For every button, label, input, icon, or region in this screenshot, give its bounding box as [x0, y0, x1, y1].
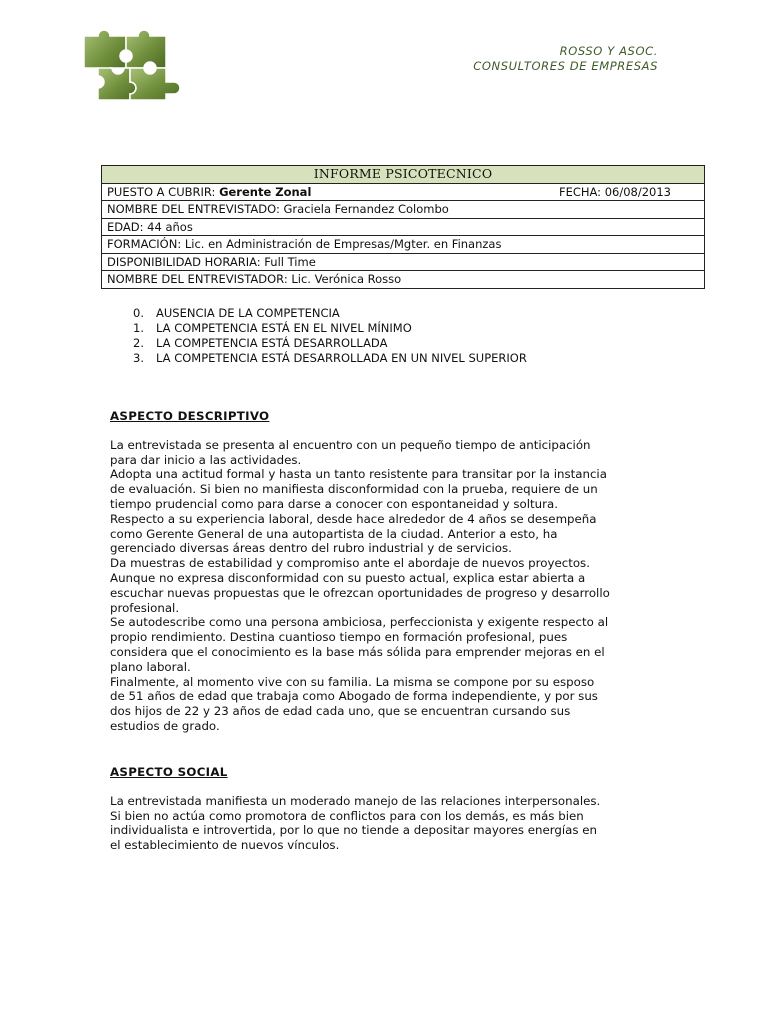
paragraph-line: La entrevistada se presenta al encuentro con un pequeño tiempo de anticipación	[110, 437, 591, 452]
list-item: 1. LA COMPETENCIA ESTÁ EN EL NIVEL MÍNIMO	[133, 321, 412, 335]
list-item: 2. LA COMPETENCIA ESTÁ DESARROLLADA	[133, 336, 388, 350]
paragraph-line: escuchar nuevas propuestas que le ofrezcan oportunidades de progreso y desarrollo	[110, 585, 610, 600]
paragraph-line: estudios de grado.	[110, 718, 220, 733]
company-line-1: ROSSO Y ASOC.	[559, 44, 658, 58]
paragraph-line: gerenciado diversas áreas dentro del rubro industrial y de servicios.	[110, 541, 512, 556]
paragraph-line: de evaluación. Si bien no manifiesta disconformidad con la prueba, requiere de un	[110, 482, 598, 497]
paragraph-line: Respecto a su experiencia laboral, desde hace alrededor de 4 años se desempeña	[110, 511, 597, 526]
paragraph-line: individualista e introvertida, por lo que no tiende a depositar mayores energías en	[110, 823, 598, 838]
report-info-table	[101, 165, 705, 289]
list-item: 3. LA COMPETENCIA ESTÁ DESARROLLADA EN UN NIVEL SUPERIOR	[133, 351, 527, 365]
aspecto-descriptivo-section	[110, 409, 655, 734]
paragraph-line: Si bien no actúa como promotora de conflictos para con los demás, es más bien	[110, 808, 584, 823]
paragraph-line: plano laboral.	[110, 659, 191, 674]
entrevistado-row: NOMBRE DEL ENTREVISTADO: Graciela Fernandez Colombo	[102, 201, 705, 219]
paragraph-line: para dar inicio a las actividades.	[110, 452, 302, 467]
paragraph-line: dos hijos de 22 y 23 años de edad cada uno, que se encuentran cursando sus	[110, 704, 571, 719]
section-heading: ASPECTO SOCIAL	[110, 765, 228, 779]
paragraph-line: Adopta una actitud formal y hasta un tanto resistente para transitar por la instancia	[110, 467, 607, 482]
puesto-label: PUESTO A CUBRIR:	[107, 184, 216, 199]
paragraph-line: Finalmente, al momento vive con su familia. La misma se compone por su esposo	[110, 674, 595, 689]
section-heading: ASPECTO DESCRIPTIVO	[110, 409, 270, 423]
puesto-value: Gerente Zonal	[219, 184, 312, 199]
company-line-2: CONSULTORES DE EMPRESAS	[473, 58, 658, 73]
paragraph-line: profesional.	[110, 600, 180, 615]
paragraph-line: de 51 años de edad que trabaja como Abogado de forma independiente, y por sus	[110, 689, 598, 704]
puzzle-pieces-icon	[80, 22, 182, 104]
report-title: INFORME PSICOTECNICO	[102, 166, 705, 184]
competency-scale-list	[133, 306, 527, 366]
paragraph-line: propio rendimiento. Destina cuantioso tiempo en formación profesional, pues	[110, 630, 568, 645]
disponibilidad-row: DISPONIBILIDAD HORARIA: Full Time	[102, 253, 705, 271]
list-item: 0. AUSENCIA DE LA COMPETENCIA	[133, 306, 340, 320]
formacion-row: FORMACIÓN: Lic. en Administración de Empresas/Mgter. en Finanzas	[102, 236, 705, 254]
puesto-row	[102, 183, 705, 201]
paragraph-line: tiempo prudencial como para darse a conocer con espontaneidad y soltura.	[110, 496, 558, 511]
edad-row: EDAD: 44 años	[102, 218, 705, 236]
paragraph-line: La entrevistada manifiesta un moderado manejo de las relaciones interpersonales.	[110, 793, 601, 808]
company-name	[473, 44, 658, 73]
paragraph-line: Se autodescribe como una persona ambiciosa, perfeccionista y exigente respecto al	[110, 615, 609, 630]
paragraph-line: considera que el conocimiento es la base más sólida para emprender mejoras en el	[110, 644, 605, 659]
paragraph-line: como Gerente General de una autopartista de la ciudad. Anterior a esto, ha	[110, 526, 558, 541]
entrevistador-row: NOMBRE DEL ENTREVISTADOR: Lic. Verónica Rosso	[102, 271, 705, 289]
aspecto-social-section	[110, 765, 655, 853]
paragraph-line: el establecimiento de nuevos vínculos.	[110, 838, 340, 853]
fecha-value: FECHA: 06/08/2013	[558, 184, 671, 199]
paragraph-line: Da muestras de estabilidad y compromiso ante el abordaje de nuevos proyectos.	[110, 556, 590, 571]
paragraph-line: Aunque no expresa disconformidad con su puesto actual, explica estar abierta a	[110, 570, 586, 585]
